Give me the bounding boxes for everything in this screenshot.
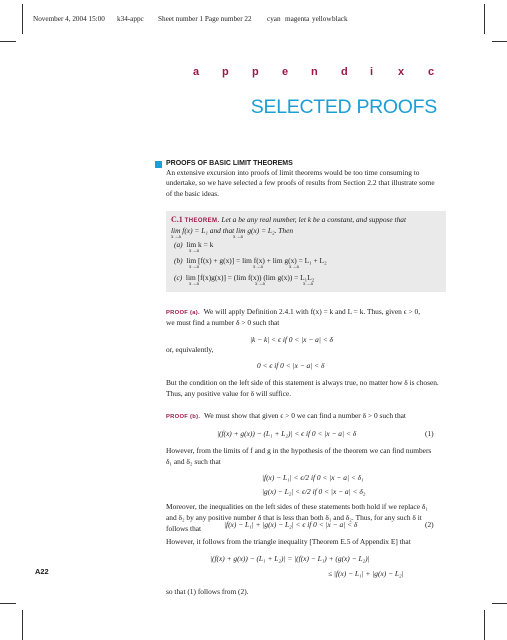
- running-head-sheet: Sheet number 1 Page number 22: [158, 15, 252, 23]
- proof-b-paragraph-1: However, from the limits of f and g in the hypothesis of the theorem we can find numbers: [166, 446, 432, 455]
- crop-mark: [22, 4, 23, 34]
- proof-b-label: PROOF (b).: [166, 414, 201, 420]
- page-number: A22: [35, 567, 49, 576]
- proof-b-moreover-3: follows that: [166, 524, 202, 533]
- limit-subscript: x→a: [189, 249, 199, 254]
- proof-a-line-2: we must find a number δ > 0 such that: [166, 318, 280, 327]
- running-head-black: black: [332, 15, 348, 23]
- proof-a-line-1: PROOF (a). We will apply Definition 2.4.1 with f(x) = k and L = k. Thus, given ϵ > 0,: [166, 307, 421, 316]
- proof-a-label: PROOF (a).: [166, 310, 200, 316]
- running-head-magenta: magenta: [285, 15, 310, 23]
- appendix-letter: e: [282, 66, 289, 78]
- section-heading: PROOFS OF BASIC LIMIT THEOREMS: [166, 159, 293, 167]
- appendix-letter: c: [428, 66, 435, 78]
- page-title: SELECTED PROOFS: [250, 96, 437, 118]
- proof-a-condition-1: But the condition on the left side of this statement is always true, no matter how δ is chosen.: [166, 378, 439, 387]
- proof-a-or: or, equivalently,: [166, 345, 214, 354]
- appendix-letter: a: [193, 66, 200, 78]
- crop-mark: [492, 603, 507, 604]
- theorem-item: (b) lim [f(x) + g(x)] = lim f(x) + lim g(x) = L₁ + L₂: [174, 256, 327, 265]
- proof-b-equation-1: |(f(x) + g(x)) − (L₁ + L₂)| < ϵ if 0 < |x − a| < δ: [217, 429, 357, 438]
- crop-mark: [22, 610, 23, 640]
- proof-b-line-1: PROOF (b). We must show that given ϵ > 0 we can find a number δ > 0 such that: [166, 411, 406, 420]
- theorem-item: (c) lim [f(x)g(x)] = (lim f(x)) (lim g(x)) = L₁L₂: [174, 273, 315, 282]
- limit-subscript: x→a: [189, 282, 199, 287]
- limit-subscript: x→a: [189, 265, 199, 270]
- equation-number: (1): [425, 429, 434, 438]
- running-head-job: k34-appc: [117, 15, 144, 23]
- appendix-label: [0, 66, 507, 80]
- equation-number: (2): [425, 520, 434, 529]
- limit-subscript: x→a: [233, 235, 243, 240]
- appendix-letter: x: [398, 66, 405, 78]
- theorem-statement-2: lim f(x) = L₁ and that lim g(x) = L₂. Then: [171, 226, 294, 235]
- limit-subscript: x→a: [253, 265, 263, 270]
- limit-subscript: x→a: [289, 265, 299, 270]
- crop-mark: [492, 41, 507, 42]
- appendix-letter: d: [341, 66, 348, 78]
- proof-b-equation-2: |f(x) − L₁| + |g(x) − L₂| < ϵ if 0 < |x − a| < δ: [224, 520, 358, 529]
- running-head-yellow: yellow: [312, 15, 332, 23]
- intro-paragraph: An extensive excursion into proofs of limit theorems would be too time consuming to undertake, so we have selected a few proofs of results from Section 2.2 that illustrate some of the basic ideas.: [166, 168, 435, 198]
- proof-b-conclusion: so that (1) follows from (2).: [166, 587, 249, 596]
- limit-subscript: x→a: [171, 235, 181, 240]
- theorem-statement: Let a be any real number, let k be a constant, and suppose that: [221, 215, 407, 224]
- proof-b-triangle-1: |(f(x) + g(x)) − (L₁ + L₂)| = |(f(x) − L₁) + (g(x) − L₂)|: [210, 554, 370, 563]
- proof-b-inequality-b: |g(x) − L₂| < ϵ/2 if 0 < |x − a| < δ₂: [262, 487, 366, 496]
- crop-mark: [0, 41, 16, 42]
- crop-mark: [0, 603, 16, 604]
- section-marker: [155, 161, 162, 168]
- proof-b-triangle-2: ≤ |f(x) − L₁| + |g(x) − L₂|: [328, 569, 404, 578]
- crop-mark: [484, 610, 485, 640]
- proof-a-equation-2: 0 < ϵ if 0 < |x − a| < δ: [257, 361, 325, 370]
- theorem-item: (a) lim k = k: [174, 240, 214, 249]
- theorem-header: C.1 THEOREM. Let a be any real number, let k be a constant, and suppose that: [171, 215, 407, 224]
- proof-b-moreover-2: and δ₂ by any positive number δ that is less than both δ₁ and δ₂. Thus, for any such δ it: [166, 513, 422, 522]
- proof-b-paragraph-2: δ₁ and δ₂ such that: [166, 457, 221, 466]
- appendix-letter: i: [370, 66, 374, 78]
- appendix-letter: p: [222, 66, 229, 78]
- running-head-cyan: cyan: [267, 15, 281, 23]
- crop-mark: [484, 4, 485, 34]
- proof-b-inequality-a: |f(x) − L₁| < ϵ/2 if 0 < |x − a| < δ₁: [262, 473, 364, 482]
- running-head-date: November 4, 2004 15:00: [33, 15, 105, 23]
- appendix-letter: p: [252, 66, 259, 78]
- proof-a-condition-2: Thus, any positive value for δ will suffice.: [166, 389, 292, 398]
- proof-a-equation-1: |k − k| < ϵ if 0 < |x − a| < δ: [250, 335, 333, 344]
- limit-subscript: x→a: [255, 282, 265, 287]
- limit-subscript: x→a: [303, 282, 313, 287]
- proof-b-triangle-intro: However, it follows from the triangle inequality [Theorem E.5 of Appendix E] that: [166, 537, 411, 546]
- proof-b-moreover-1: Moreover, the inequalities on the left sides of these statements both hold if we replace δ₁: [166, 502, 428, 511]
- appendix-letter: n: [311, 66, 318, 78]
